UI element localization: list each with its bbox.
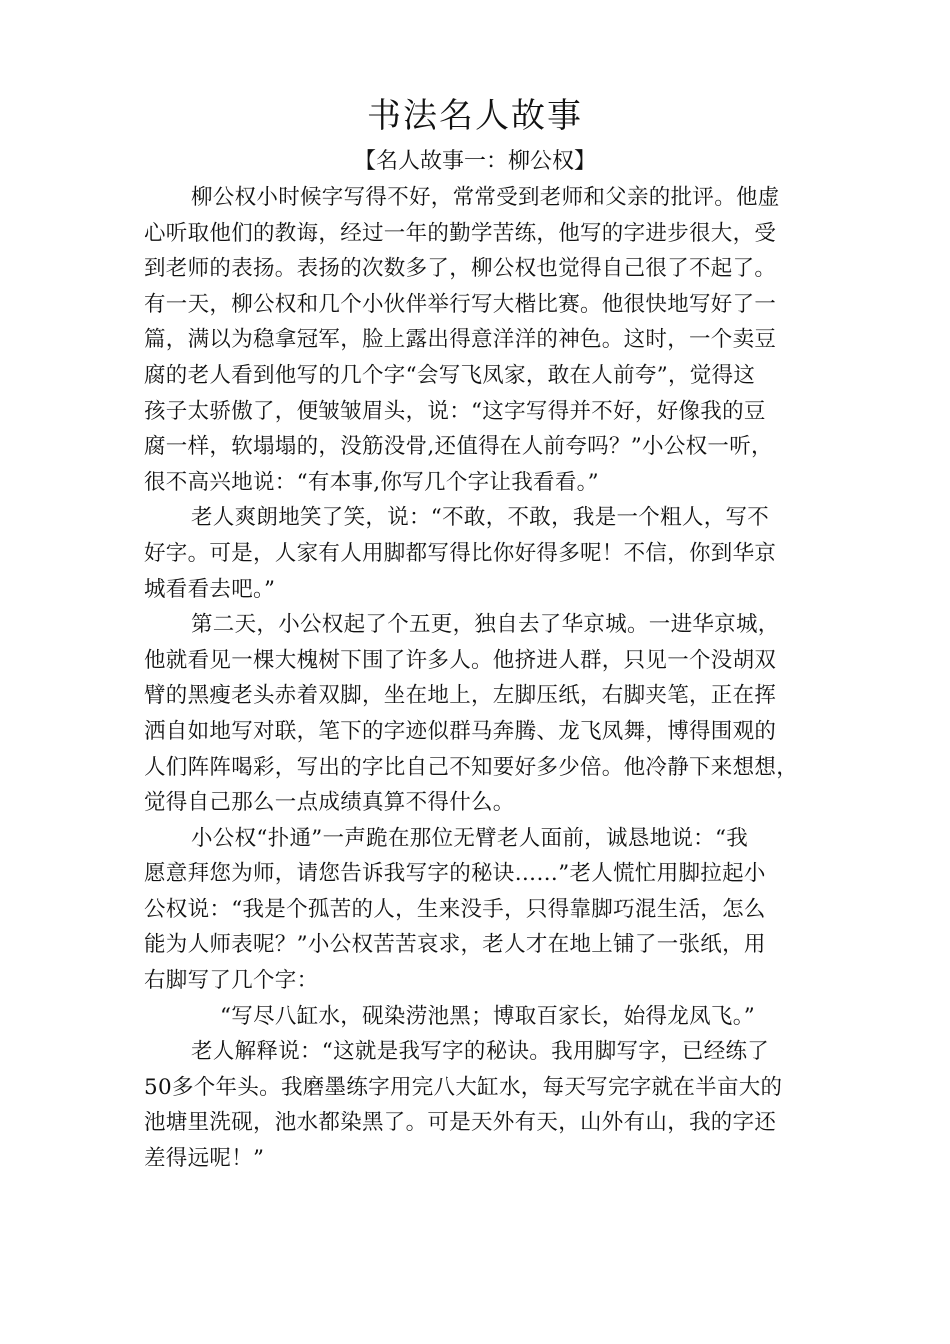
text-line: 心听取他们的教诲，经过一年的勤学苦练，他写的字进步很大，受 xyxy=(144,220,777,246)
text-line: 腐一样，软塌塌的，没筋没骨,还值得在人前夸吗？”小公权一听， xyxy=(144,434,773,460)
text-line: 城看看去吧。” xyxy=(144,576,276,602)
text-line: 人们阵阵喝彩，写出的字比自己不知要好多少倍。他冷静下来想想， xyxy=(144,754,799,780)
text-line: 右脚写了几个字： xyxy=(144,968,319,994)
text-line: 50多个年头。我磨墨练字用完八大缸水，每天写完字就在半亩大的 xyxy=(144,1074,783,1100)
text-line: 小公权“扑通”一声跪在那位无臂老人面前，诚恳地说：“我 xyxy=(191,825,749,851)
text-line: 好字。可是，人家有人用脚都写得比你好得多呢！不信，你到华京 xyxy=(144,540,777,566)
text-line: 臂的黑瘦老头赤着双脚，坐在地上，左脚压纸，右脚夹笔，正在挥 xyxy=(144,683,777,709)
text-line: 差得远呢！” xyxy=(144,1146,265,1172)
text-line: 有一天，柳公权和几个小伙伴举行写大楷比赛。他很快地写好了一 xyxy=(144,291,777,317)
text-line: 腐的老人看到他写的几个字“会写飞凤家，敢在人前夸”，觉得这 xyxy=(144,362,756,388)
text-line: 老人解释说：“这就是我写字的秘诀。我用脚写字，已经练了 xyxy=(191,1039,770,1065)
text-line: 很不高兴地说：“有本事,你写几个字让我看看。” xyxy=(144,469,599,495)
text-line: 公权说：“我是个孤苦的人，生来没手，只得靠脚巧混生活，怎么 xyxy=(144,896,766,922)
text-line: 洒自如地写对联，笔下的字迹似群马奔腾、龙飞凤舞，博得围观的 xyxy=(144,718,777,744)
text-line: 能为人师表呢？”小公权苦苦哀求，老人才在地上铺了一张纸，用 xyxy=(144,932,766,958)
text-line: 老人爽朗地笑了笑，说：“不敢，不敢，我是一个粗人，写不 xyxy=(191,505,770,531)
document-title: 书法名人故事 xyxy=(367,96,583,136)
section-subtitle: 【名人故事一：柳公权】 xyxy=(353,149,596,174)
text-line: 到老师的表扬。表扬的次数多了，柳公权也觉得自己很了不起了。 xyxy=(144,256,777,282)
text-line: 愿意拜您为师，请您告诉我写字的秘诀……”老人慌忙用脚拉起小 xyxy=(144,861,766,887)
text-line: 他就看见一棵大槐树下围了许多人。他挤进人群，只见一个没胡双 xyxy=(144,647,777,673)
text-line: 第二天，小公权起了个五更，独自去了华京城。一进华京城， xyxy=(191,612,780,638)
text-line: 觉得自己那么一点成绩真算不得什么。 xyxy=(144,790,515,816)
poem-line: “写尽八缸水，砚染涝池黑；博取百家长，始得龙凤飞。” xyxy=(220,1003,756,1029)
text-line: 篇，满以为稳拿冠军，脸上露出得意洋洋的神色。这时，一个卖豆 xyxy=(144,327,777,353)
story-body xyxy=(144,180,824,1177)
text-line: 池塘里洗砚，池水都染黑了。可是天外有天，山外有山，我的字还 xyxy=(144,1110,777,1136)
text-line: 柳公权小时候字写得不好，常常受到老师和父亲的批评。他虚 xyxy=(191,185,780,210)
text-line: 孩子太骄傲了，便皱皱眉头，说：“这字写得并不好，好像我的豆 xyxy=(144,398,766,424)
